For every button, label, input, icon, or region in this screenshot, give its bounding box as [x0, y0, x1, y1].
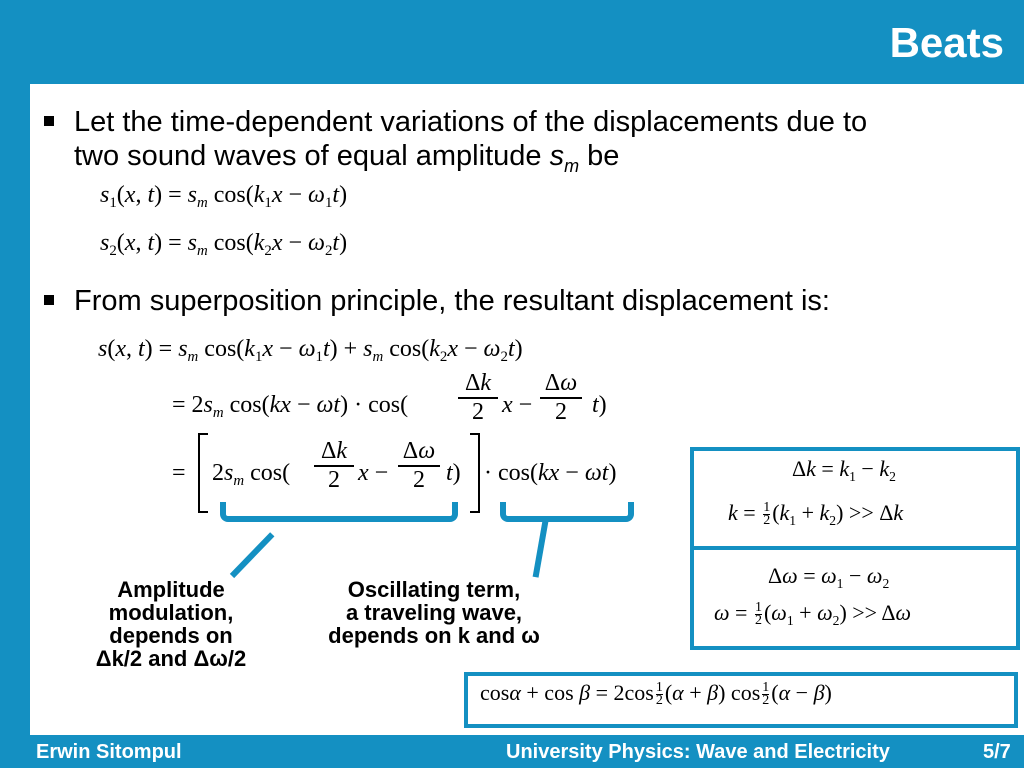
amplitude-label-line-1: Amplitude — [117, 577, 225, 602]
box-w-line-1: $\Delta\omega = \omega_1 - \omega_2$ — [768, 563, 890, 591]
trig-identity: cosα + cos β = 2cos $\frac{1}{2}$ (α + β) cos $\frac{1}{2}$ (α − β) — [480, 680, 832, 709]
oscillating-label-line-3: depends on k and ω — [328, 623, 540, 648]
box-k-line-1: $\Delta k = k_1 - k_2$ — [792, 456, 896, 484]
equation-x-minus: x − — [502, 392, 533, 418]
oscillating-label-line-1: Oscillating term, — [347, 577, 521, 602]
amplitude-label-line-3: depends on — [109, 623, 233, 648]
bullet-2: From superposition principle, the resultant displacement is: — [74, 285, 830, 317]
amplitude-label-line-2: modulation, — [108, 600, 234, 625]
equation-t-close: t) — [592, 392, 607, 418]
box-w-line-2: ω = $\frac{1}{2}$ $(\omega_1 + \omega_2) >> \Delta\omega$ — [714, 600, 912, 629]
equation-sum-line-2: = $2s_m$ cos(kx − ωt) · cos( — [172, 392, 409, 421]
footer-author: Erwin Sitompul — [36, 741, 182, 763]
oscillating-label-line-2: a traveling wave, — [345, 600, 523, 625]
right-bracket — [470, 433, 480, 513]
bullet-marker — [44, 116, 54, 126]
amplitude-subscript: m — [564, 155, 580, 176]
equation-sum-line-1: s(x, $t) = s_m$ $\cos(k_1x - \omega_1t) + s_m$ $\cos(k_2x - \omega_2t)$ — [98, 336, 523, 365]
angular-frequency-box — [690, 546, 1020, 650]
equation-s2: $s_2(x$, $t) = s_m$ $\cos(k_2x - \omega_2t)$ — [100, 230, 348, 259]
fraction-dw-2-b: Δω 2 — [398, 438, 440, 494]
equation-amplitude: $2s_m$ cos( — [212, 460, 291, 489]
amplitude-brace — [220, 502, 458, 522]
amplitude-label-line-4: Δk/2 and Δω/2 — [95, 646, 247, 671]
bullet-1-line-2 — [74, 140, 619, 182]
equation-t-close-b: t) — [446, 460, 461, 486]
amplitude-label — [66, 578, 276, 670]
slide-title: Beats — [889, 19, 1004, 66]
amplitude-symbol: s — [549, 140, 565, 172]
bullet-1-text: two sound waves of equal amplitude — [74, 140, 542, 172]
equation-oscillating: · cos(kx − ωt) — [484, 460, 617, 486]
fraction-dw-2: Δω 2 — [540, 370, 582, 426]
oscillating-brace — [500, 502, 634, 522]
equation-sum-line-3-eq: = — [172, 460, 186, 486]
equation-x-minus-b: x − — [358, 460, 389, 486]
bullet-1-tail: be — [587, 140, 620, 172]
equation-s1: $s_1(x$, $t) = s_m$ $\cos(k_1x - \omega_1t)$ — [100, 182, 348, 211]
fraction-dk-2-b: Δk 2 — [314, 438, 354, 494]
oscillating-label — [300, 578, 568, 647]
page-number: 5/7 — [983, 741, 1011, 763]
box-k-line-2: k = $\frac{1}{2}$ $(k_1 + k_2) >> \Delta k$ — [728, 500, 904, 529]
left-bracket — [198, 433, 208, 513]
bullet-1-line-1: Let the time-dependent variations of the displacements due to — [74, 106, 868, 138]
bullet-marker — [44, 295, 54, 305]
footer-course: University Physics: Wave and Electricity — [506, 741, 890, 763]
fraction-dk-2: Δk 2 — [458, 370, 498, 426]
